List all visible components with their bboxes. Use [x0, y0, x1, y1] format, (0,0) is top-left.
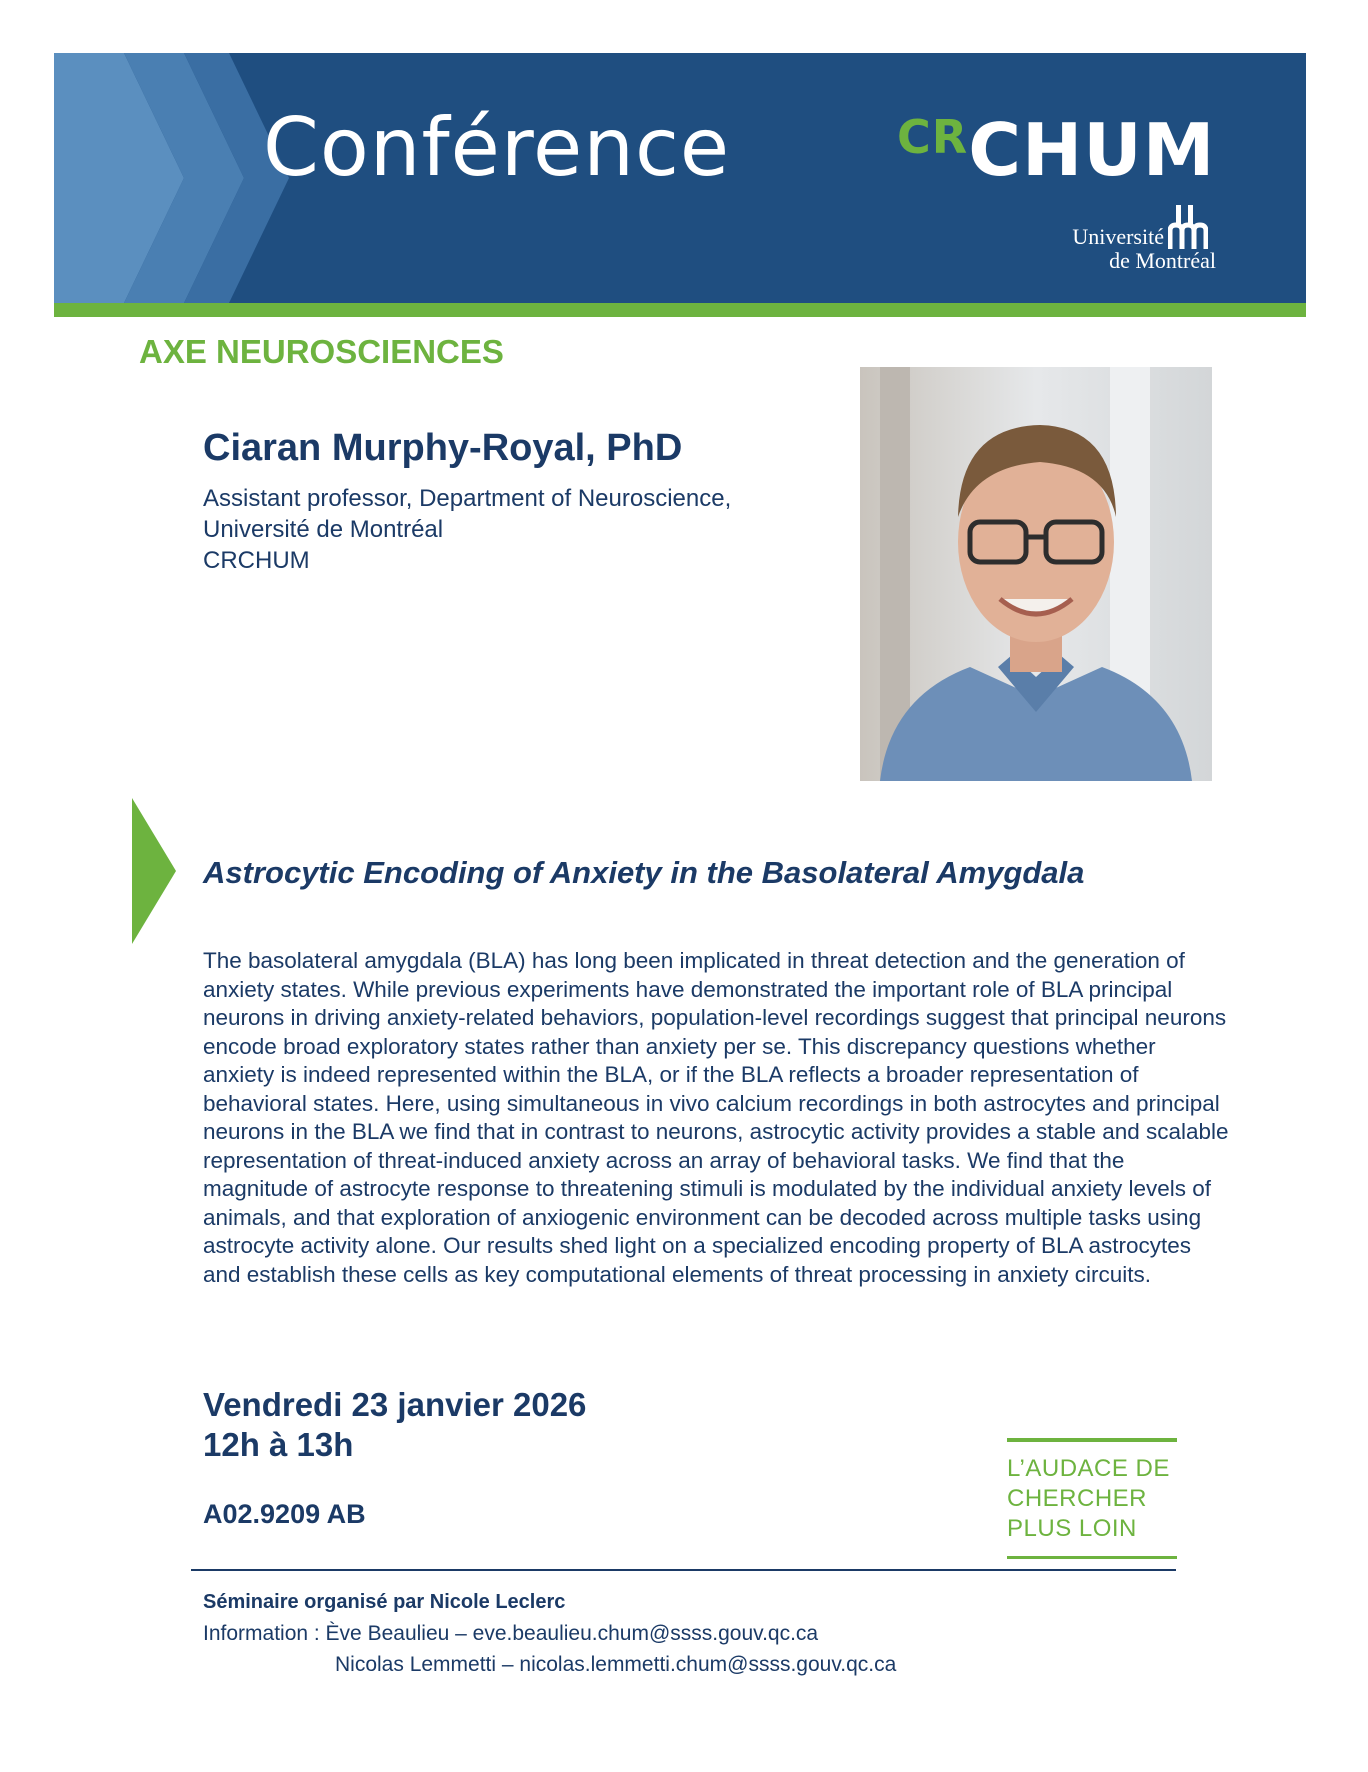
- speaker-affiliation: [203, 483, 731, 576]
- contact-info-line-2: Nicolas Lemmetti – nicolas.lemmetti.chum@ssss.gouv.qc.ca: [335, 1653, 897, 1676]
- udem-logo-text: [1072, 225, 1216, 273]
- event-datetime: [203, 1385, 586, 1465]
- conference-title: Conférence: [263, 101, 731, 194]
- banner-green-stripe: [54, 303, 1306, 317]
- organizer-text: Séminaire organisé par Nicole Leclerc: [203, 1591, 566, 1613]
- slogan-line-1: L’AUDACE DE: [1007, 1455, 1170, 1482]
- logo-cr: CR: [897, 110, 969, 164]
- slogan-line-3: PLUS LOIN: [1007, 1515, 1137, 1542]
- udem-line1: Université: [1072, 224, 1164, 249]
- slogan-line-2: CHERCHER: [1007, 1485, 1148, 1512]
- footer-divider: [191, 1569, 1176, 1571]
- axe-heading: AXE NEUROSCIENCES: [139, 333, 504, 370]
- affiliation-line-1: Assistant professor, Department of Neuroscience,: [203, 485, 732, 512]
- logo-chum: CHUM: [968, 108, 1216, 192]
- udem-line2: de Montréal: [1109, 248, 1216, 273]
- speaker-name: Ciaran Murphy-Royal, PhD: [203, 427, 683, 469]
- affiliation-line-3: CRCHUM: [203, 547, 310, 574]
- crchum-logo: [897, 108, 1215, 192]
- affiliation-line-2: Université de Montréal: [203, 516, 444, 543]
- green-arrow-icon: [132, 798, 176, 944]
- contact-info-line-1: Information : Ève Beaulieu – eve.beaulieu.chum@ssss.gouv.qc.ca: [203, 1622, 819, 1645]
- header-banner: [54, 53, 1306, 303]
- event-time: 12h à 13h: [203, 1426, 354, 1463]
- slogan-block: [1007, 1438, 1177, 1559]
- talk-title: Astrocytic Encoding of Anxiety in the Basolateral Amygdala: [203, 855, 1085, 890]
- event-room: A02.9209 AB: [203, 1499, 366, 1529]
- speaker-photo: [860, 367, 1212, 781]
- talk-abstract: The basolateral amygdala (BLA) has long been implicated in threat detection and the generation of anxiety states. While previous experiments have demonstrated the important role of BLA principal neurons in driving anxiety-related behaviors, population-level recordings suggest that principal neurons encode broad exploratory states rather than anxiety per se. This discrepancy questions whether anxiety is indeed represented within the BLA, or if the BLA reflects a broader representation of behavioral states. Here, using simultaneous in vivo calcium recordings in both astrocytes and principal neurons in the BLA we find that in contrast to neurons, astrocytic activity provides a stable and scalable representation of threat-induced anxiety across an array of behavioral tasks. We find that the magnitude of astrocyte response to threatening stimuli is modulated by the individual anxiety levels of animals, and that exploration of anxiogenic environment can be decoded across multiple tasks using astrocyte activity alone. Our results shed light on a specialized encoding property of BLA astrocytes and establish these cells as key computational elements of threat processing in anxiety circuits.: [203, 948, 1229, 1287]
- event-date: Vendredi 23 janvier 2026: [203, 1386, 587, 1423]
